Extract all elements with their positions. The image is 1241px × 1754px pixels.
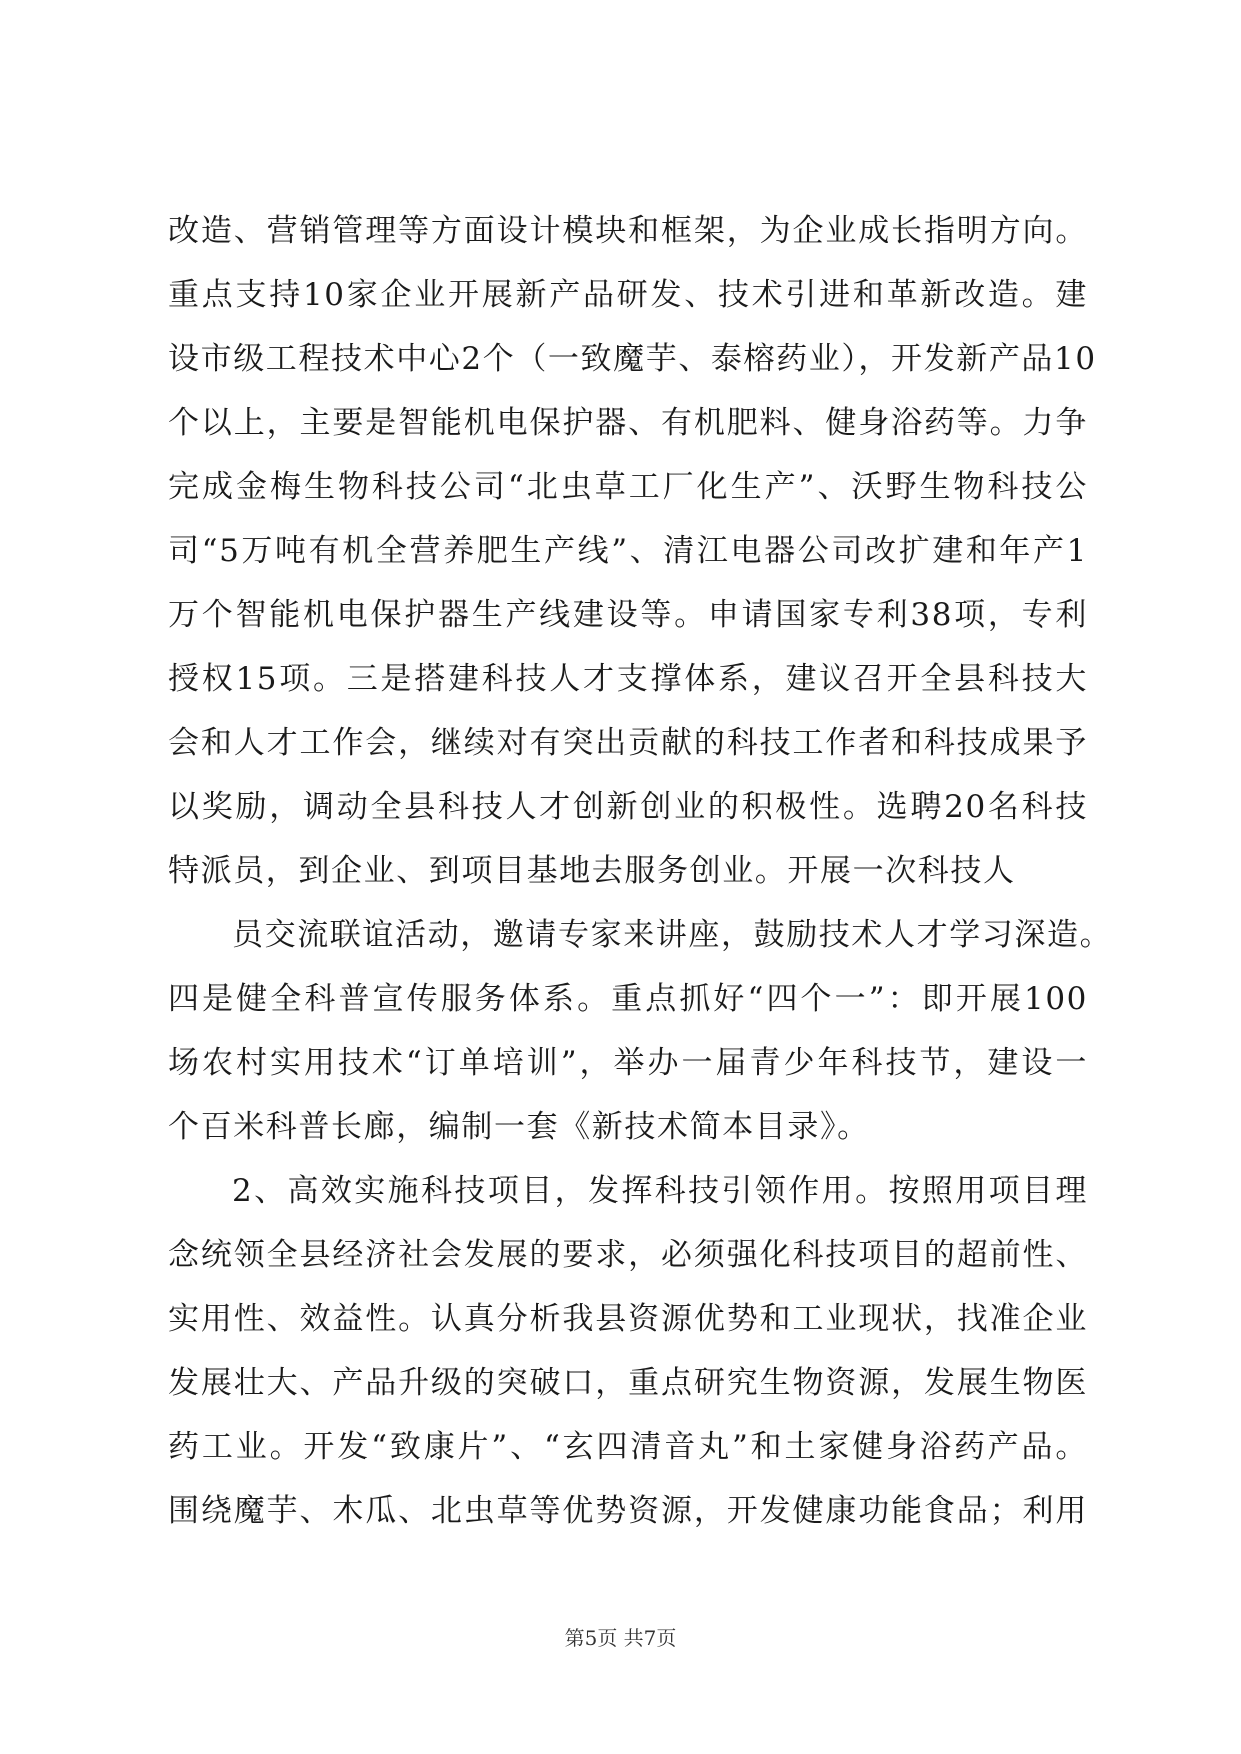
text-line: 授权15项。三是搭建科技人才支撑体系，建议召开全县科技大 [168, 661, 1088, 697]
text-line: 四是健全科普宣传服务体系。重点抓好“四个一”：即开展100 [168, 981, 1088, 1017]
text-line: 重点支持10家企业开展新产品研发、技术引进和革新改造。建 [168, 277, 1088, 313]
text-line: 万个智能机电保护器生产线建设等。申请国家专利38项，专利 [168, 597, 1088, 633]
text-line: 设市级工程技术中心2个（一致魔芋、泰榕药业），开发新产品10 [168, 341, 1097, 377]
page-number-footer: 第5页 共7页 [564, 1626, 677, 1650]
text-line: 会和人才工作会，继续对有突出贡献的科技工作者和科技成果予 [168, 725, 1088, 761]
paragraph-first-line: 2、高效实施科技项目，发挥科技引领作用。按照用项目理 [232, 1173, 1088, 1209]
text-line: 发展壮大、产品升级的突破口，重点研究生物资源，发展生物医 [168, 1365, 1088, 1401]
text-line: 场农村实用技术“订单培训”，举办一届青少年科技节，建设一 [168, 1045, 1088, 1081]
text-line: 以奖励，调动全县科技人才创新创业的积极性。选聘20名科技 [168, 789, 1088, 825]
text-line: 药工业。开发“致康片”、“玄四清音丸”和土家健身浴药产品。 [168, 1429, 1088, 1465]
text-line: 特派员，到企业、到项目基地去服务创业。开展一次科技人 [168, 853, 1016, 889]
text-line: 围绕魔芋、木瓜、北虫草等优势资源，开发健康功能食品；利用 [168, 1493, 1088, 1529]
text-line: 个百米科普长廊，编制一套《新技术简本目录》。 [168, 1109, 870, 1145]
text-line: 完成金梅生物科技公司“北虫草工厂化生产”、沃野生物科技公 [168, 469, 1088, 505]
text-line: 司“5万吨有机全营养肥生产线”、清江电器公司改扩建和年产1 [168, 533, 1088, 569]
text-line: 个以上，主要是智能机电保护器、有机肥料、健身浴药等。力争 [168, 405, 1088, 441]
text-line: 实用性、效益性。认真分析我县资源优势和工业现状，找准企业 [168, 1301, 1088, 1337]
text-line: 改造、营销管理等方面设计模块和框架，为企业成长指明方向。 [168, 213, 1088, 249]
paragraph-first-line: 员交流联谊活动，邀请专家来讲座，鼓励技术人才学习深造。 [232, 917, 1113, 953]
text-line: 念统领全县经济社会发展的要求，必须强化科技项目的超前性、 [168, 1237, 1088, 1273]
